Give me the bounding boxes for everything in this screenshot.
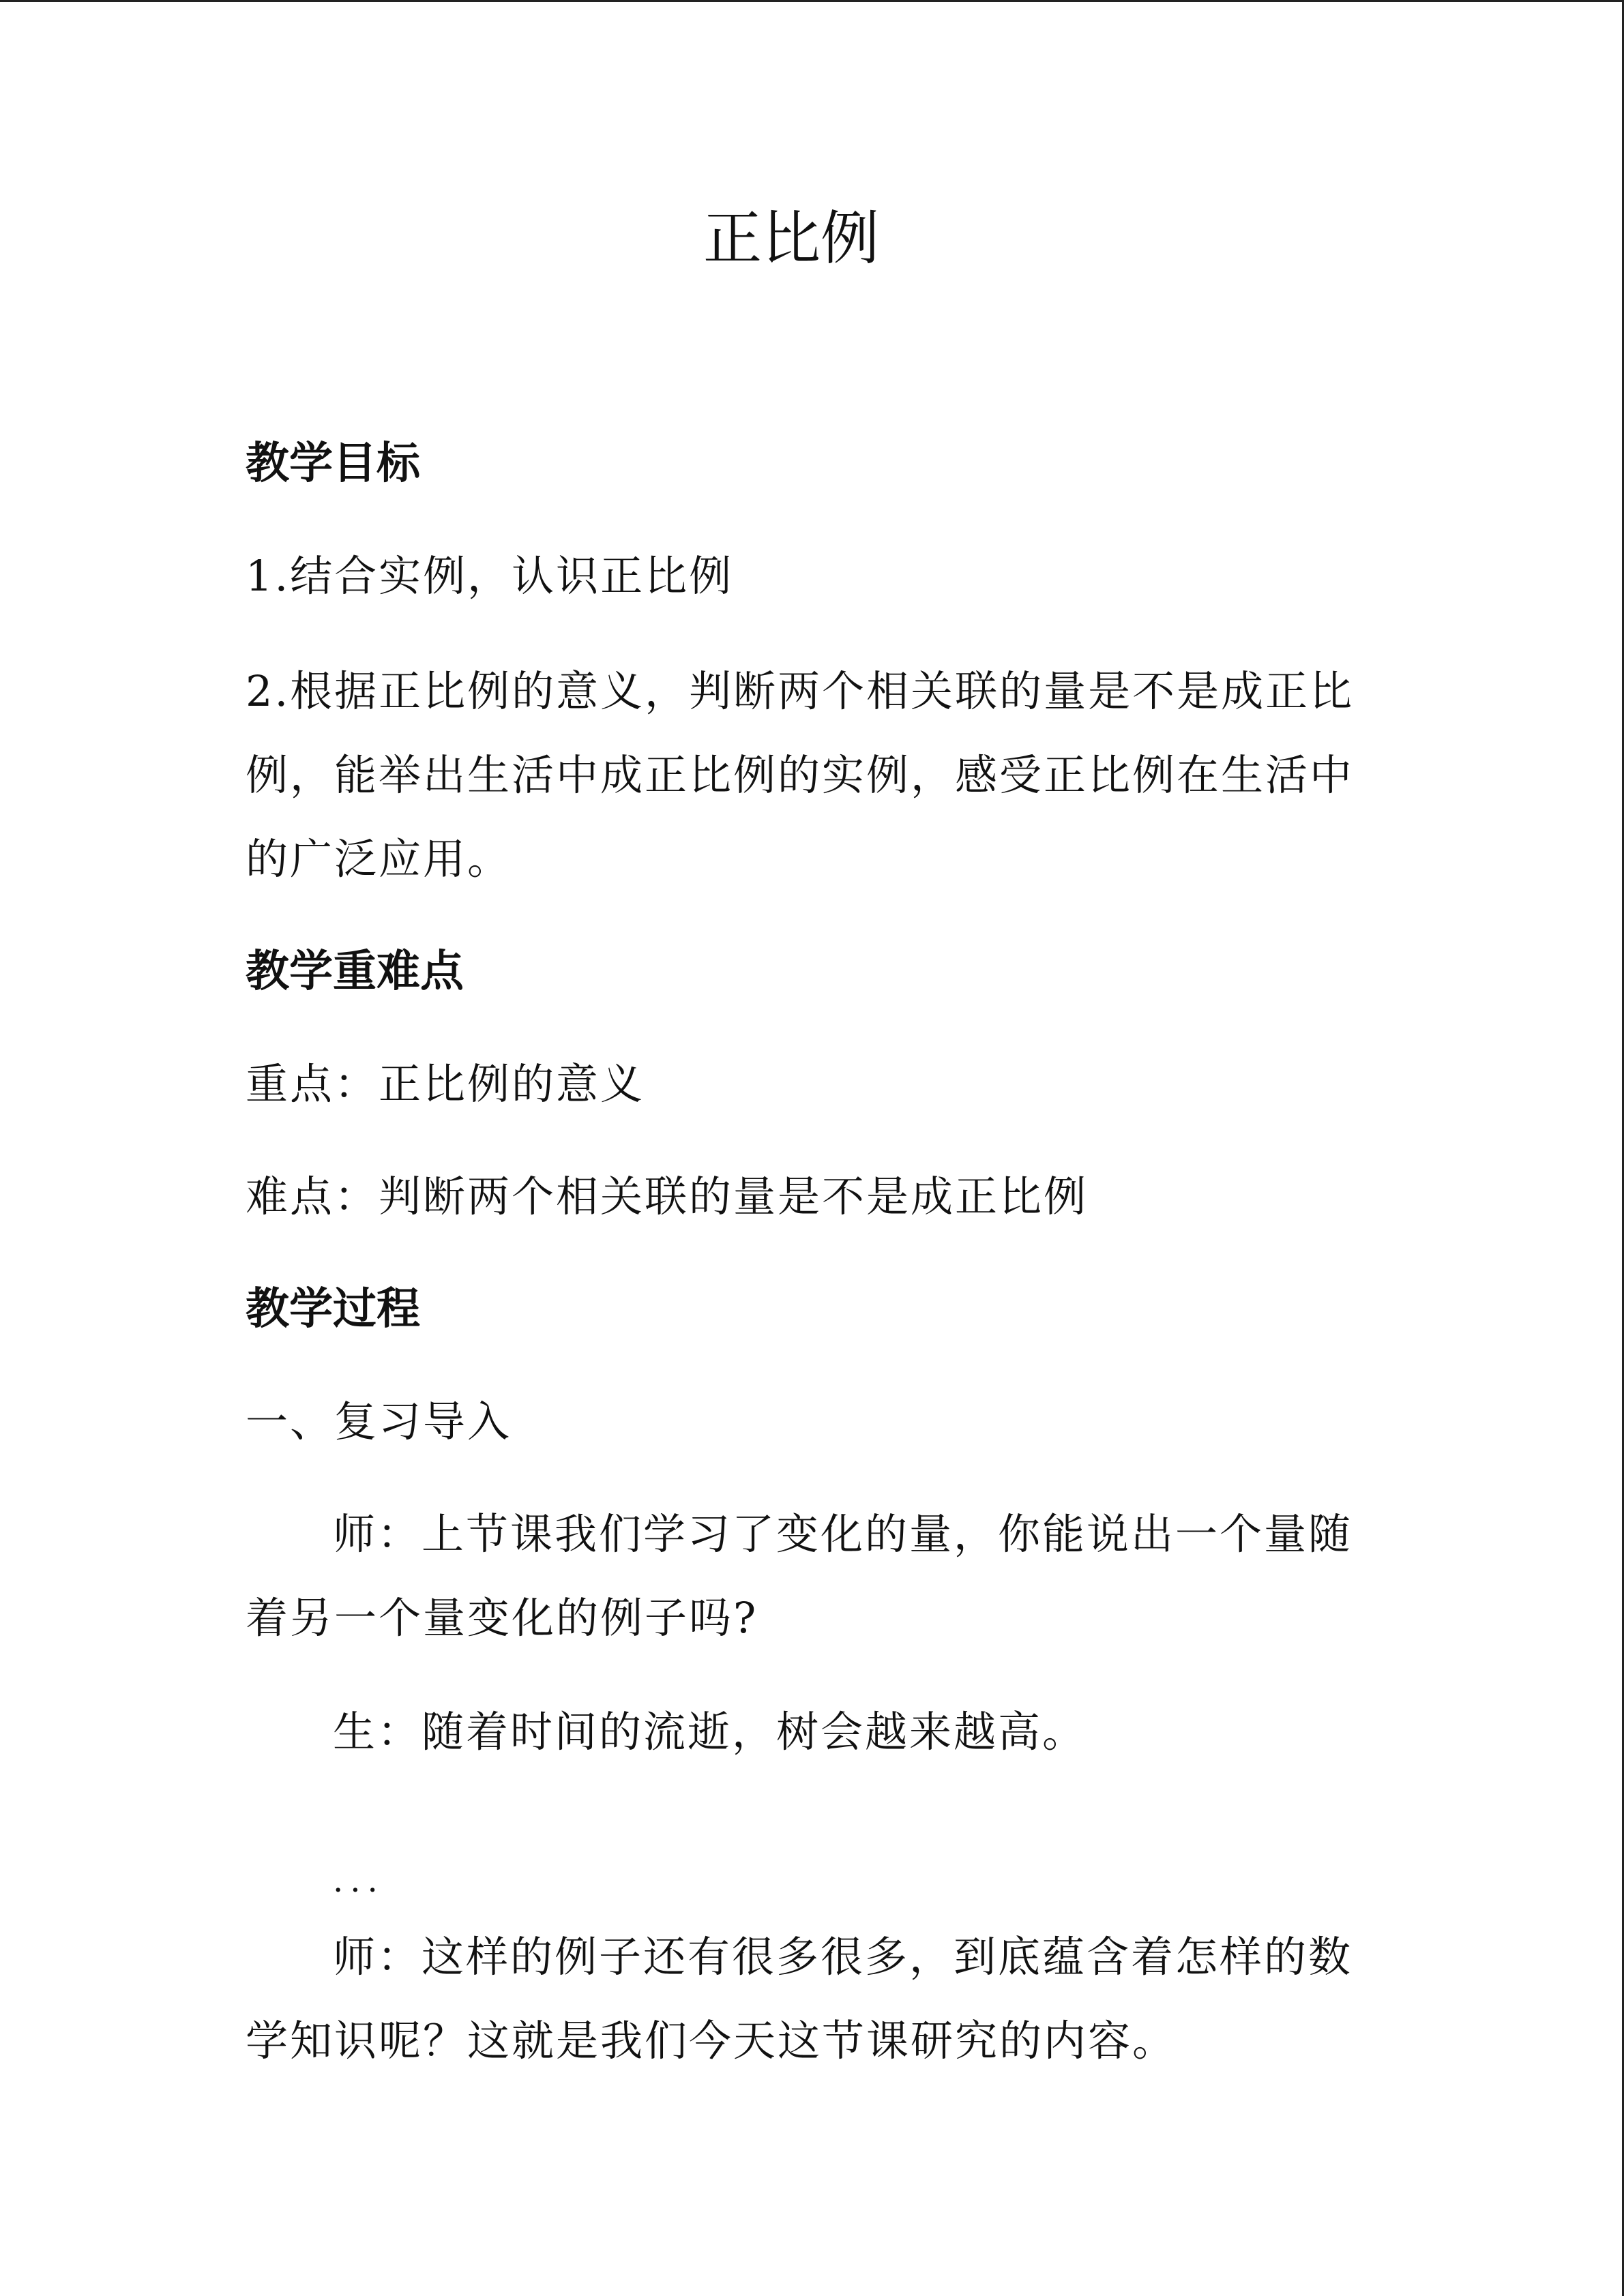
objective-1-line-1: 1.结合实例，认识正比例 (246, 551, 734, 601)
document-title: 正比例 (703, 205, 879, 273)
process-subheading: 一、复习导入 (246, 1397, 512, 1446)
difficulty-line: 难点：判断两个相关联的量是不是成正比例 (246, 1172, 1089, 1221)
key-point-line: 重点：正比例的意义 (246, 1059, 645, 1109)
objective-2-line-3: 的广泛应用。 (246, 834, 512, 884)
paragraph-1-line-1: 师：上节课我们学习了变化的量，你能说出一个量随 (333, 1509, 1353, 1559)
paragraph-1-line-2: 着另一个量变化的例子吗? (246, 1593, 758, 1643)
paragraph-3-line-1: 师：这样的例子还有很多很多，到底蕴含着怎样的数 (333, 1932, 1353, 1982)
top-border (0, 0, 1624, 2)
paragraph-3-line-2: 学知识呢？这就是我们今天这节课研究的内容。 (246, 2016, 1177, 2066)
heading-process: 教学过程 (246, 1284, 420, 1335)
objective-2-line-2: 例，能举出生活中成正比例的实例，感受正比例在生活中 (246, 750, 1355, 800)
objective-2-line-1: 2.根据正比例的意义，判断两个相关联的量是不是成正比 (246, 666, 1355, 716)
paragraph-2-line-1: 生：随着时间的流逝，树会越来越高。 (333, 1707, 1087, 1757)
heading-objectives: 教学目标 (246, 438, 420, 489)
heading-key-points: 教学重难点 (246, 946, 464, 997)
ellipsis-line: ... (333, 1862, 385, 1900)
